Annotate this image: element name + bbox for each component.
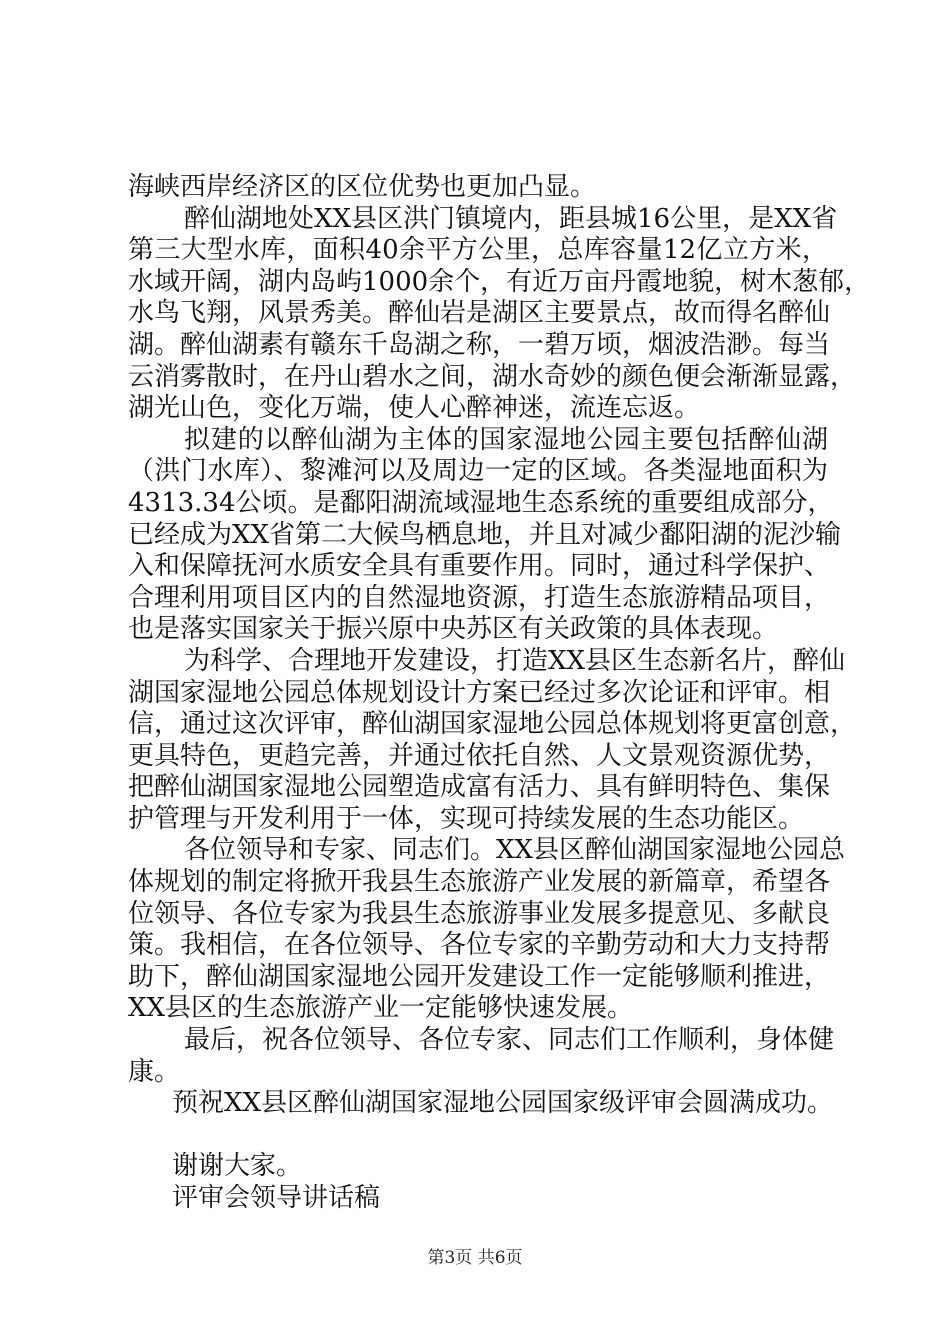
blank-line — [128, 1120, 828, 1152]
text-line: 康。 — [128, 1056, 181, 1087]
text-line: 为科学、合理地开发建设，打造XX县区生态新名片，醉仙 — [184, 645, 846, 676]
text-line: XX县区的生态旅游产业一定能够快速发展。 — [128, 993, 634, 1024]
text-line: 入和保障抚河水质安全具有重要作用。同时，通过科学保护、 — [128, 551, 831, 582]
document-body — [128, 172, 871, 1215]
closing-line: 谢谢大家。 — [172, 1151, 303, 1182]
text-line: 海峡西岸经济区的区位优势也更加凸显。 — [128, 172, 597, 202]
text-line: 预祝XX县区醉仙湖国家湿地公园国家级评审会圆满成功。 — [172, 1088, 834, 1119]
text-line: 第三大型水库，面积40余平方公里，总库容量12亿立方米， — [128, 235, 828, 266]
text-line: 湖国家湿地公园总体规划设计方案已经过多次论证和评审。相 — [128, 677, 831, 708]
page-number: 第3页 共6页 — [427, 1248, 523, 1268]
text-line: 湖。醉仙湖素有赣东千岛湖之称，一碧万顷，烟波浩渺。每当 — [128, 329, 831, 360]
text-line: （洪门水库）、黎滩河以及周边一定的区域。各类湿地面积为 — [128, 456, 828, 487]
text-line: 助下，醉仙湖国家湿地公园开发建设工作一定能够顺利推进， — [128, 961, 831, 992]
text-line: 把醉仙湖国家湿地公园塑造成富有活力、具有鲜明特色、集保 — [128, 772, 831, 803]
text-line: 合理利用项目区内的自然湿地资源，打造生态旅游精品项目， — [128, 582, 831, 613]
text-line: 护管理与开发利用于一体，实现可持续发展的生态功能区。 — [128, 803, 805, 834]
text-line: 信，通过这次评审，醉仙湖国家湿地公园总体规划将更富创意， — [128, 709, 857, 740]
text-line: 醉仙湖地处XX县区洪门镇境内，距县城16公里，是XX省 — [184, 203, 838, 234]
text-line: 湖光山色，变化万端，使人心醉神迷，流连忘返。 — [128, 393, 701, 424]
text-line: 更具特色，更趋完善，并通过依托自然、人文景观资源优势， — [128, 740, 831, 771]
text-line: 水域开阔，湖内岛屿1000余个，有近万亩丹霞地貌，树木葱郁， — [128, 266, 871, 297]
text-line: 体规划的制定将掀开我县生态旅游产业发展的新篇章，希望各 — [128, 867, 831, 898]
text-line: 最后，祝各位领导、各位专家、同志们工作顺利，身体健 — [184, 1025, 835, 1056]
text-line: 云消雾散时，在丹山碧水之间，湖水奇妙的颜色便会渐渐显露， — [128, 361, 857, 392]
text-line: 各位领导和专家、同志们。XX县区醉仙湖国家湿地公园总 — [184, 835, 846, 866]
text-line: 位领导、各位专家为我县生态旅游事业发展多提意见、多献良 — [128, 898, 831, 929]
text-line: 水鸟飞翔，风景秀美。醉仙岩是湖区主要景点，故而得名醉仙 — [128, 298, 831, 329]
text-line: 拟建的以醉仙湖为主体的国家湿地公园主要包括醉仙湖 — [184, 424, 828, 455]
text-line: 4313.34公顷。是鄱阳湖流域湿地生态系统的重要组成部分， — [128, 487, 834, 518]
text-line: 也是落实国家关于振兴原中央苏区有关政策的具体表现。 — [128, 614, 779, 645]
document-title-line: 评审会领导讲话稿 — [172, 1183, 381, 1213]
text-line: 策。我相信，在各位领导、各位专家的辛勤劳动和大力支持帮 — [128, 930, 831, 961]
text-line: 已经成为XX省第二大候鸟栖息地，并且对减少鄱阳湖的泥沙输 — [128, 519, 842, 550]
